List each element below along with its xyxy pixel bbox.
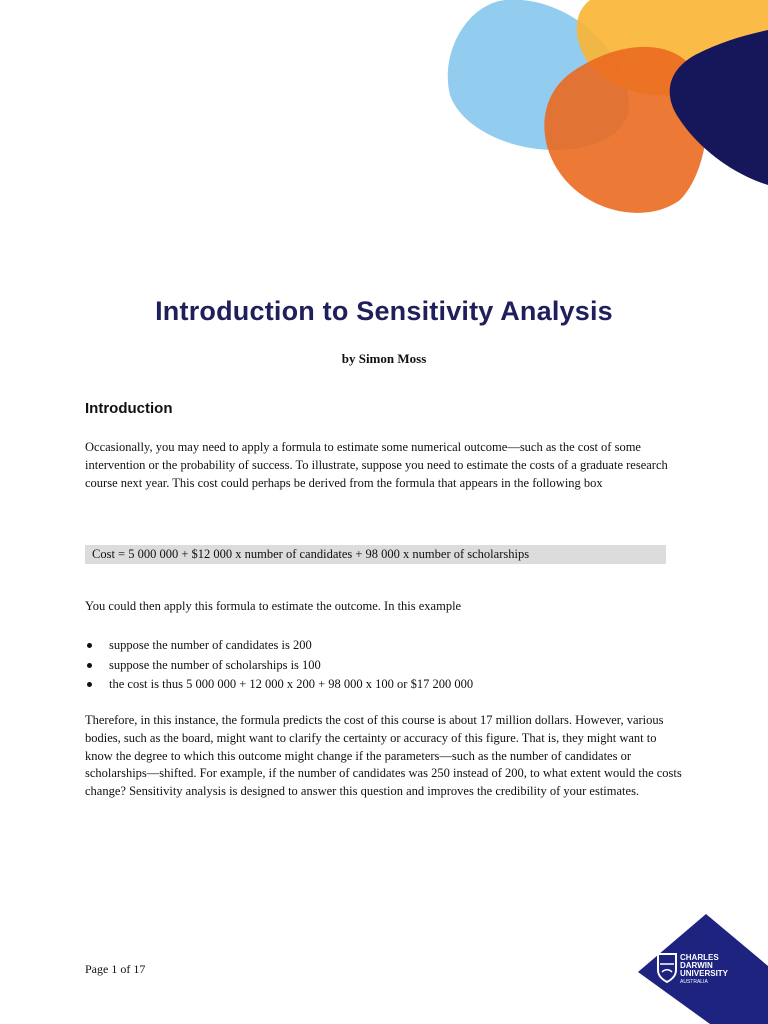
bullet-icon [87,643,92,648]
university-logo [638,914,768,1024]
section-heading: Introduction [85,400,173,417]
example-bullet-list [85,636,685,695]
bullet-icon [87,663,92,668]
list-item [85,636,685,656]
author-byline: by Simon Moss [341,351,427,366]
decorative-blobs-graphic [0,0,768,240]
logo-text-university: UNIVERSITY [680,969,729,978]
page-number: Page 1 of 17 [85,962,146,976]
example-paragraph: You could then apply this formula to estimate the outcome. In this example [85,599,462,613]
logo-text-darwin: DARWIN [680,961,713,970]
conclusion-paragraph: Therefore, in this instance, the formula predicts the cost of this course is about 17 million dollars. However, various bodies, such as the board, might want to clarify the certainty or accuracy of this figure. That is, they might want to know the degree to which this outcome might change if the parameters—such as the number of candidates or scholarships—shifted. For example, if the number of candidates was 250 instead of 200, to what extent would the costs change? Sensitivity analysis is designed to answer this question and improves the credibility of your estimates. [85,713,682,799]
list-item-text: suppose the number of candidates is 200 [109,638,312,652]
formula-box: Cost = 5 000 000 + $12 000 x number of candidates + 98 000 x number of scholarships [85,545,666,564]
bullet-icon [87,682,92,687]
list-item [85,656,685,676]
intro-paragraph: Occasionally, you may need to apply a formula to estimate some numerical outcome—such as the cost of some intervention or the probability of success. To illustrate, suppose you need to estimate the costs of a graduate research course next year. This cost could perhaps be derived from the formula that appears in the following box [85,440,668,490]
document-title: Introduction to Sensitivity Analysis [155,296,613,326]
list-item [85,675,685,695]
list-item-text: suppose the number of scholarships is 100 [109,657,321,672]
list-item-text: the cost is thus 5 000 000 + 12 000 x 200 + 98 000 x 100 or $17 200 000 [109,677,474,691]
logo-text-charles: CHARLES [680,953,719,962]
logo-text-australia: AUSTRALIA [680,979,708,985]
